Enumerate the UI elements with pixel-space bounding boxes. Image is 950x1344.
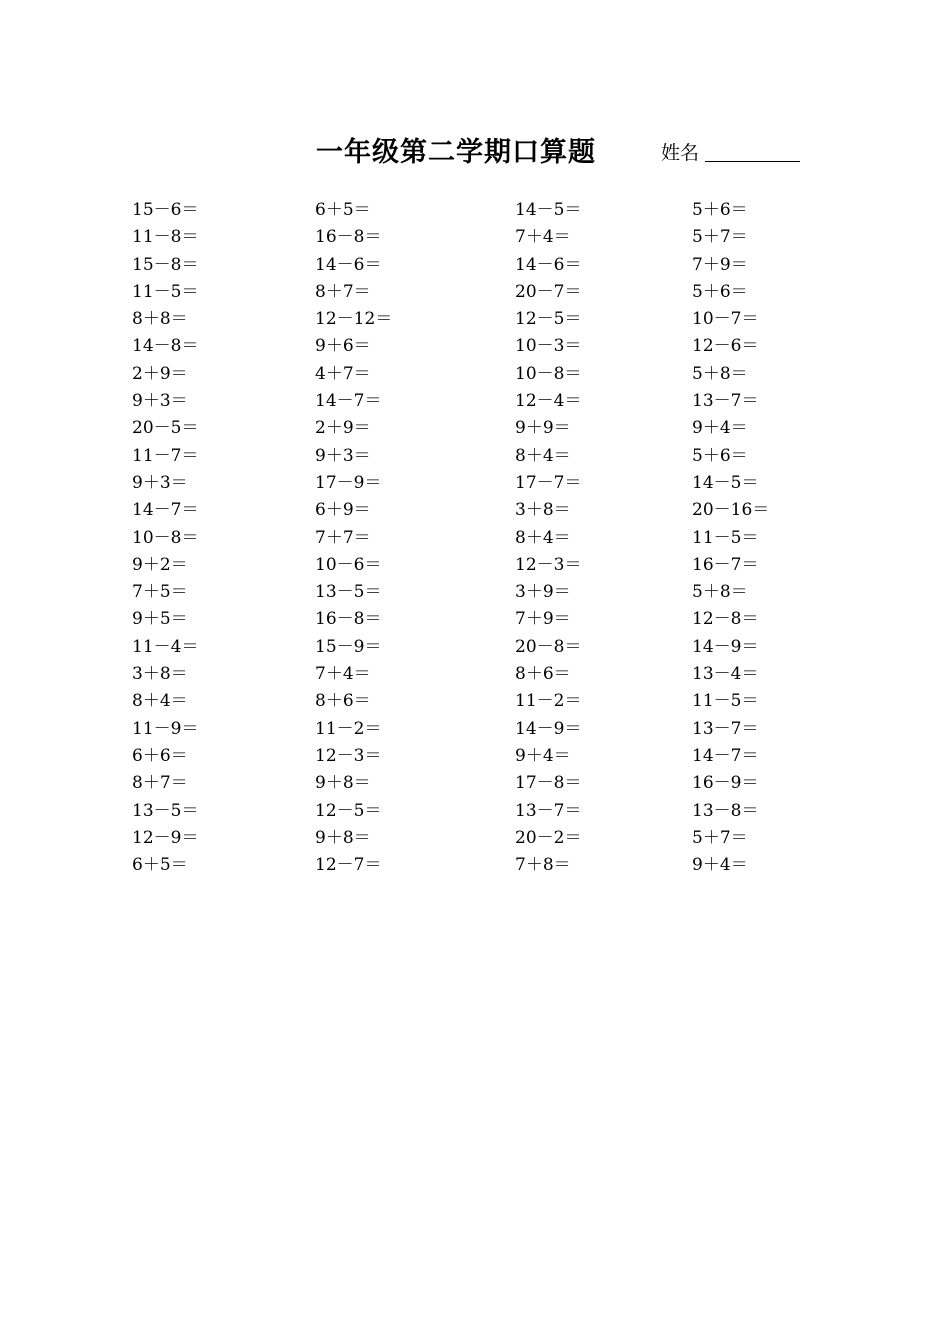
- math-problem: 6＋5＝: [315, 200, 371, 220]
- math-problem: 5＋7＝: [692, 827, 748, 848]
- math-problem: 13－4＝: [692, 664, 759, 685]
- math-problem: 12－6＝: [692, 336, 759, 357]
- math-problem: 14－6＝: [515, 254, 582, 275]
- math-problem: 16－7＝: [692, 554, 759, 575]
- math-problem: 15－8＝: [132, 254, 199, 275]
- math-problem: 20－7＝: [515, 281, 582, 302]
- math-problem: 2＋9＝: [315, 418, 371, 439]
- math-problem: 11－5＝: [692, 527, 759, 548]
- math-problem: 17－8＝: [515, 773, 582, 794]
- math-problem: 14－6＝: [315, 254, 382, 275]
- math-problem: 5＋7＝: [692, 227, 748, 248]
- math-problem: 12－9＝: [132, 827, 199, 848]
- math-problem: 9＋8＝: [315, 773, 371, 794]
- math-problem: 9＋9＝: [515, 418, 571, 439]
- math-problem: 5＋6＝: [692, 200, 748, 220]
- math-problem: 8＋4＝: [515, 445, 571, 466]
- math-problem: 9＋4＝: [692, 855, 748, 876]
- math-problem: 20－16＝: [692, 500, 770, 521]
- math-problem: 14－7＝: [692, 745, 759, 766]
- math-problem: 14－9＝: [692, 636, 759, 657]
- math-problem: 13－7＝: [692, 718, 759, 739]
- math-problem: 9＋4＝: [692, 418, 748, 439]
- math-problem: 16－9＝: [692, 773, 759, 794]
- math-problem: 3＋8＝: [515, 500, 571, 521]
- math-problem: 16－8＝: [315, 227, 382, 248]
- math-problem: 12－7＝: [315, 855, 382, 876]
- math-problem: 11－9＝: [132, 718, 199, 739]
- math-problem: 11－5＝: [132, 281, 199, 302]
- problem-column-2: [315, 197, 392, 879]
- math-problem: 13－8＝: [692, 800, 759, 821]
- problem-column-4: [692, 197, 769, 879]
- math-problem: 10－7＝: [692, 309, 759, 330]
- math-problem: 11－7＝: [132, 445, 199, 466]
- math-problem: 11－2＝: [515, 691, 582, 712]
- math-problem: 14－8＝: [132, 336, 199, 357]
- math-problem: 9＋6＝: [315, 336, 371, 357]
- math-problem: 12－4＝: [515, 391, 582, 412]
- math-problem: 9＋3＝: [132, 391, 188, 412]
- math-problem: 14－5＝: [692, 472, 759, 493]
- math-problem: 8＋7＝: [315, 281, 371, 302]
- math-problem: 9＋4＝: [515, 745, 571, 766]
- math-problem: 12－3＝: [515, 554, 582, 575]
- math-problem: 7＋4＝: [515, 227, 571, 248]
- math-problem: 15－6＝: [132, 200, 199, 220]
- math-problem: 4＋7＝: [315, 363, 371, 384]
- math-problem: 5＋6＝: [692, 281, 748, 302]
- math-problem: 7＋4＝: [315, 664, 371, 685]
- math-problem: 5＋6＝: [692, 445, 748, 466]
- math-problem: 7＋8＝: [515, 855, 571, 876]
- math-problem: 12－5＝: [315, 800, 382, 821]
- math-problem: 9＋3＝: [315, 445, 371, 466]
- name-blank-line[interactable]: [705, 161, 800, 162]
- name-label: 姓名: [661, 142, 700, 164]
- math-problem: 11－8＝: [132, 227, 199, 248]
- page-title: 一年级第二学期口算题: [316, 137, 596, 168]
- math-problem: 8＋6＝: [315, 691, 371, 712]
- math-problem: 9＋5＝: [132, 609, 188, 630]
- math-problem: 12－12＝: [315, 309, 393, 330]
- math-problem: 3＋8＝: [132, 664, 188, 685]
- math-problem: 6＋9＝: [315, 500, 371, 521]
- math-problem: 7＋9＝: [515, 609, 571, 630]
- worksheet-header: [0, 130, 950, 170]
- math-problem: 9＋3＝: [132, 472, 188, 493]
- math-problem: 10－6＝: [315, 554, 382, 575]
- math-problem: 9＋2＝: [132, 554, 188, 575]
- math-problem: 5＋8＝: [692, 582, 748, 603]
- math-problem: 15－9＝: [315, 636, 382, 657]
- math-problem: 13－7＝: [692, 391, 759, 412]
- math-problem: 7＋7＝: [315, 527, 371, 548]
- math-problem: 11－4＝: [132, 636, 199, 657]
- math-problem: 13－5＝: [315, 582, 382, 603]
- math-problem: 7＋9＝: [692, 254, 748, 275]
- math-problem: 20－5＝: [132, 418, 199, 439]
- math-problem: 13－5＝: [132, 800, 199, 821]
- math-problem: 8＋8＝: [132, 309, 188, 330]
- math-problem: 6＋5＝: [132, 855, 188, 876]
- math-problem: 10－3＝: [515, 336, 582, 357]
- math-problem: 17－9＝: [315, 472, 382, 493]
- math-problem: 8＋4＝: [515, 527, 571, 548]
- math-problem: 5＋8＝: [692, 363, 748, 384]
- math-problem: 12－3＝: [315, 745, 382, 766]
- math-problem: 14－5＝: [515, 200, 582, 220]
- math-problem: 9＋8＝: [315, 827, 371, 848]
- math-problem: 20－2＝: [515, 827, 582, 848]
- math-problem: 14－7＝: [315, 391, 382, 412]
- problem-column-1: [132, 197, 198, 879]
- math-problem: 11－5＝: [692, 691, 759, 712]
- math-problem: 13－7＝: [515, 800, 582, 821]
- math-problem: 3＋9＝: [515, 582, 571, 603]
- math-problem: 20－8＝: [515, 636, 582, 657]
- math-problem: 8＋4＝: [132, 691, 188, 712]
- math-problem: 14－9＝: [515, 718, 582, 739]
- math-problem: 10－8＝: [515, 363, 582, 384]
- math-problem: 10－8＝: [132, 527, 199, 548]
- math-problem: 12－5＝: [515, 309, 582, 330]
- problem-column-3: [515, 197, 581, 879]
- math-problem: 11－2＝: [315, 718, 382, 739]
- math-problem: 8＋6＝: [515, 664, 571, 685]
- math-problem: 7＋5＝: [132, 582, 188, 603]
- math-problem: 17－7＝: [515, 472, 582, 493]
- math-problem: 6＋6＝: [132, 745, 188, 766]
- math-problem: 14－7＝: [132, 500, 199, 521]
- math-problem: 2＋9＝: [132, 363, 188, 384]
- math-problem: 16－8＝: [315, 609, 382, 630]
- math-problem: 8＋7＝: [132, 773, 188, 794]
- math-problem: 12－8＝: [692, 609, 759, 630]
